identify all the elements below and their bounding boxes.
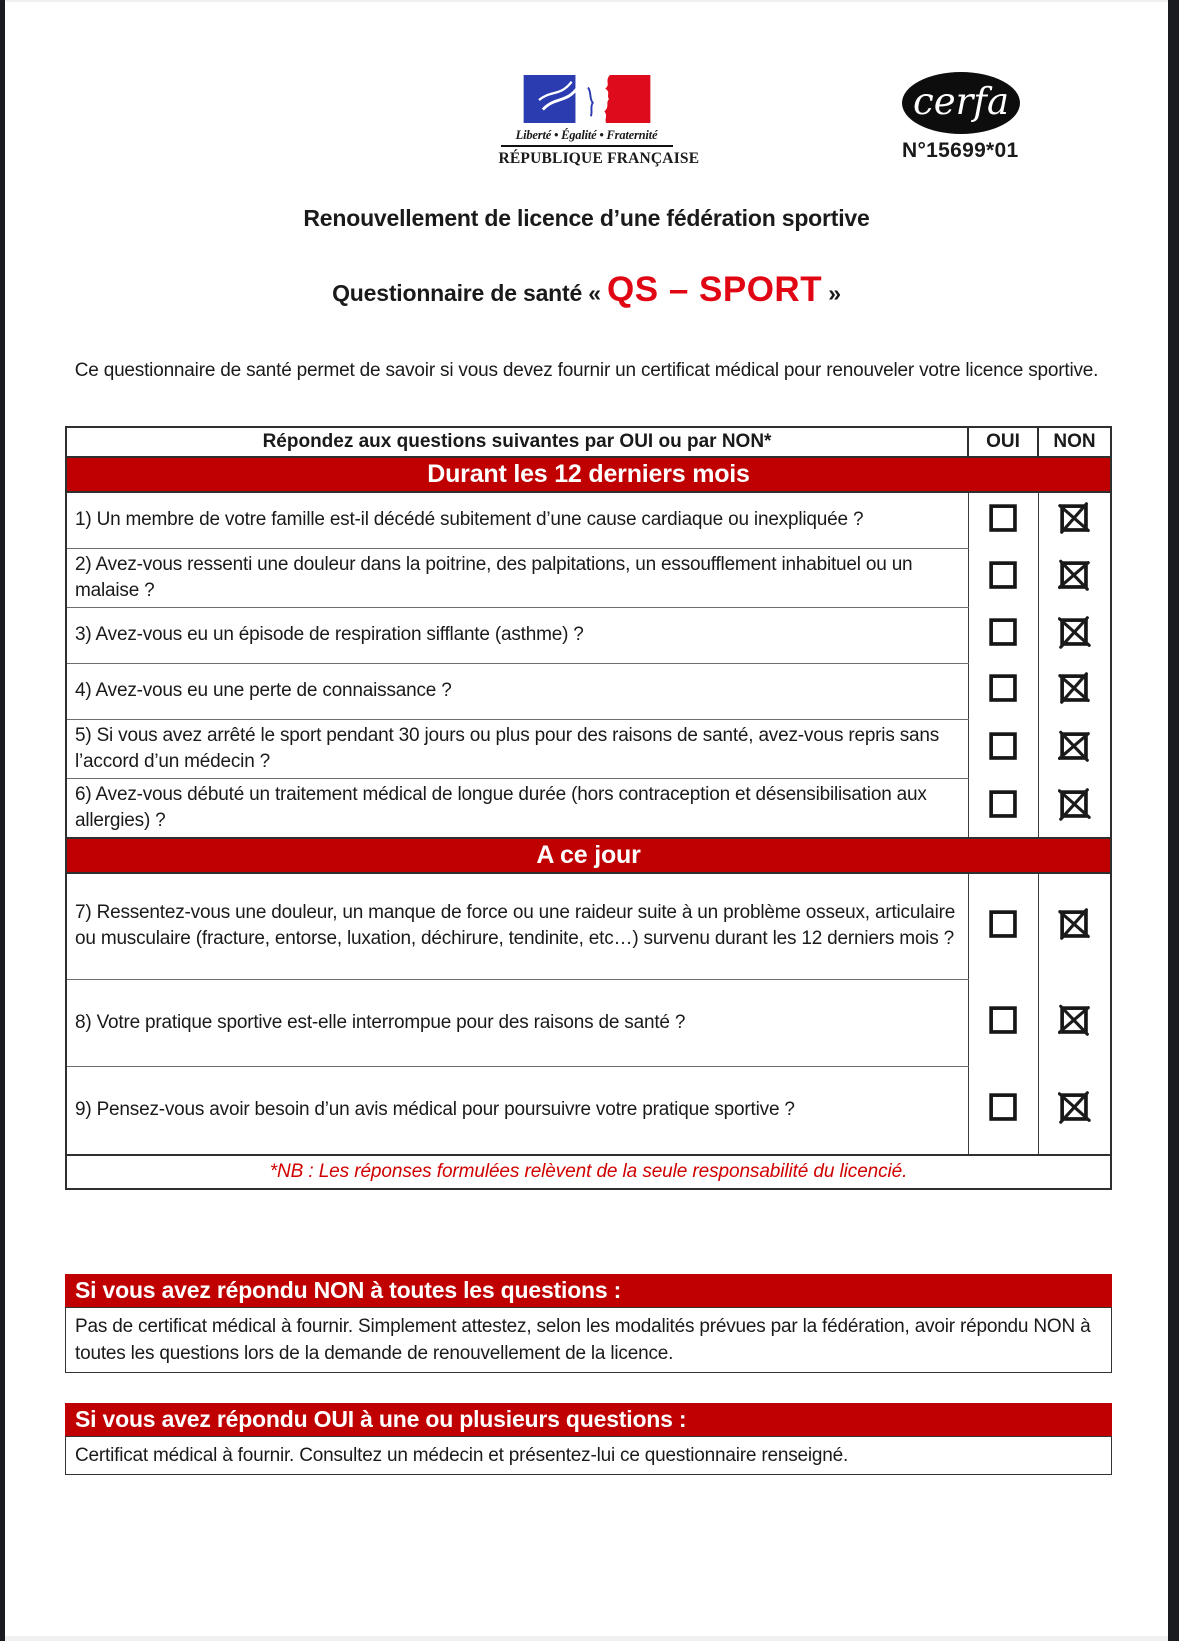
question-6-oui-cell — [968, 778, 1038, 838]
question-row — [66, 873, 1111, 980]
question-9-oui-cell — [968, 1067, 1038, 1155]
non-section-body: Pas de certificat médical à fournir. Simplement attestez, selon les modalités prévues par la fédération, avoir répondu NON à toutes les questions lors de la demande de renouvellement de la licence. — [65, 1307, 1112, 1373]
question-7-text: 7) Ressentez-vous une douleur, un manque de force ou une raideur suite à un problème osseux, articulaire ou musculaire (fracture, entorse, luxation, déchirure, tendinite, etc…) survenu durant les 12 derniers mois ? — [66, 873, 968, 980]
question-2-oui-cell — [968, 548, 1038, 607]
question-5-non-cell — [1038, 719, 1111, 778]
question-4-non-checkbox[interactable] — [1058, 672, 1091, 705]
question-6-oui-checkbox[interactable] — [987, 788, 1020, 821]
answer-instructions-non — [65, 1274, 1112, 1373]
question-row — [66, 778, 1111, 838]
question-8-oui-cell — [968, 980, 1038, 1067]
question-3-text: 3) Avez-vous eu un épisode de respiration sifflante (asthme) ? — [66, 607, 968, 663]
questions-column-header: Répondez aux questions suivantes par OUI ou par NON* — [66, 427, 968, 457]
table-header-row — [66, 427, 1111, 457]
cerfa-logo-text: cerfa — [912, 79, 1010, 123]
document-header — [5, 2, 1168, 175]
question-4-text: 4) Avez-vous eu une perte de connaissance ? — [66, 663, 968, 719]
question-row — [66, 1067, 1111, 1155]
question-6-non-checkbox[interactable] — [1058, 788, 1091, 821]
question-3-non-checkbox[interactable] — [1058, 616, 1091, 649]
question-8-text: 8) Votre pratique sportive est-elle interrompue pour des raisons de santé ? — [66, 980, 968, 1067]
republic-name: RÉPUBLIQUE FRANÇAISE — [498, 150, 700, 167]
form-title: Renouvellement de licence d’une fédération sportive — [303, 205, 870, 231]
x-mark-icon — [1060, 674, 1088, 702]
question-4-non-cell — [1038, 663, 1111, 719]
table-section-banner: A ce jour — [66, 838, 1111, 873]
question-1-non-cell — [1038, 492, 1111, 548]
question-3-oui-checkbox[interactable] — [987, 616, 1020, 649]
document-page — [5, 2, 1168, 1636]
question-3-non-cell — [1038, 607, 1111, 663]
form-content — [65, 426, 1112, 1475]
question-5-oui-checkbox[interactable] — [987, 730, 1020, 763]
non-section-banner: Si vous avez répondu NON à toutes les questions : — [65, 1274, 1112, 1307]
oui-column-header: OUI — [968, 427, 1038, 457]
question-8-non-checkbox[interactable] — [1058, 1004, 1091, 1037]
answer-instructions-oui — [65, 1403, 1112, 1475]
question-1-oui-cell — [968, 492, 1038, 548]
cerfa-logo — [902, 72, 1020, 134]
question-9-oui-checkbox[interactable] — [987, 1091, 1020, 1124]
question-7-oui-checkbox[interactable] — [987, 908, 1020, 941]
question-2-text: 2) Avez-vous ressenti une douleur dans la poitrine, des palpitations, un essoufflement inhabituel ou un malaise ? — [66, 548, 968, 607]
form-subtitle — [5, 270, 1168, 310]
question-5-non-checkbox[interactable] — [1058, 730, 1091, 763]
table-section-banner: Durant les 12 derniers mois — [66, 457, 1111, 492]
question-4-oui-cell — [968, 663, 1038, 719]
question-7-non-cell — [1038, 873, 1111, 980]
table-section-banner-row — [66, 457, 1111, 492]
viewer-edge-bottom — [5, 1636, 1168, 1641]
question-1-text: 1) Un membre de votre famille est-il décédé subitement d’une cause cardiaque ou inexpliquée ? — [66, 492, 968, 548]
question-row — [66, 548, 1111, 607]
table-section-banner-row — [66, 838, 1111, 873]
question-9-non-cell — [1038, 1067, 1111, 1155]
health-questionnaire-table — [65, 426, 1112, 1190]
intro-text: Ce questionnaire de santé permet de savoir si vous devez fournir un certificat médical pour renouveler votre licence sportive. — [74, 360, 1099, 381]
motto-divider — [501, 145, 673, 147]
qs-sport-highlight: QS – SPORT — [607, 270, 823, 309]
question-9-non-checkbox[interactable] — [1058, 1091, 1091, 1124]
republic-motto: Liberté • Égalité • Fraternité — [515, 128, 658, 142]
question-8-non-cell — [1038, 980, 1111, 1067]
question-5-oui-cell — [968, 719, 1038, 778]
republique-francaise-logo — [498, 75, 700, 168]
question-7-non-checkbox[interactable] — [1058, 908, 1091, 941]
question-5-text: 5) Si vous avez arrêté le sport pendant 30 jours ou plus pour des raisons de santé, avez-vous repris sans l’accord d’un médecin ? — [66, 719, 968, 778]
question-2-non-checkbox[interactable] — [1058, 559, 1091, 592]
question-1-non-checkbox[interactable] — [1058, 502, 1091, 535]
oui-section-banner: Si vous avez répondu OUI à une ou plusieurs questions : — [65, 1403, 1112, 1436]
non-column-header: NON — [1038, 427, 1111, 457]
table-footnote: *NB : Les réponses formulées relèvent de la seule responsabilité du licencié. — [66, 1155, 1111, 1189]
footnote-row — [66, 1155, 1111, 1189]
question-2-non-cell — [1038, 548, 1111, 607]
x-mark-icon — [1060, 909, 1088, 937]
question-6-non-cell — [1038, 778, 1111, 838]
question-4-oui-checkbox[interactable] — [987, 672, 1020, 705]
subtitle-suffix: » — [822, 280, 841, 306]
question-3-oui-cell — [968, 607, 1038, 663]
question-row — [66, 663, 1111, 719]
cerfa-logo-block — [902, 72, 1052, 163]
subtitle-prefix: Questionnaire de santé « — [332, 280, 608, 306]
question-9-text: 9) Pensez-vous avoir besoin d’un avis médical pour poursuivre votre pratique sportive ? — [66, 1067, 968, 1155]
question-7-oui-cell — [968, 873, 1038, 980]
question-8-oui-checkbox[interactable] — [987, 1004, 1020, 1037]
cerfa-form-number: N°15699*01 — [902, 139, 1019, 162]
question-row — [66, 980, 1111, 1067]
french-flag-marianne-icon — [523, 75, 651, 123]
question-row — [66, 607, 1111, 663]
oui-section-body: Certificat médical à fournir. Consultez un médecin et présentez-lui ce questionnaire renseigné. — [65, 1436, 1112, 1475]
question-2-oui-checkbox[interactable] — [987, 559, 1020, 592]
question-row — [66, 719, 1111, 778]
question-row — [66, 492, 1111, 548]
question-6-text: 6) Avez-vous débuté un traitement médical de longue durée (hors contraception et désensibilisation aux allergies) ? — [66, 778, 968, 838]
x-mark-icon — [1060, 503, 1088, 531]
question-1-oui-checkbox[interactable] — [987, 502, 1020, 535]
